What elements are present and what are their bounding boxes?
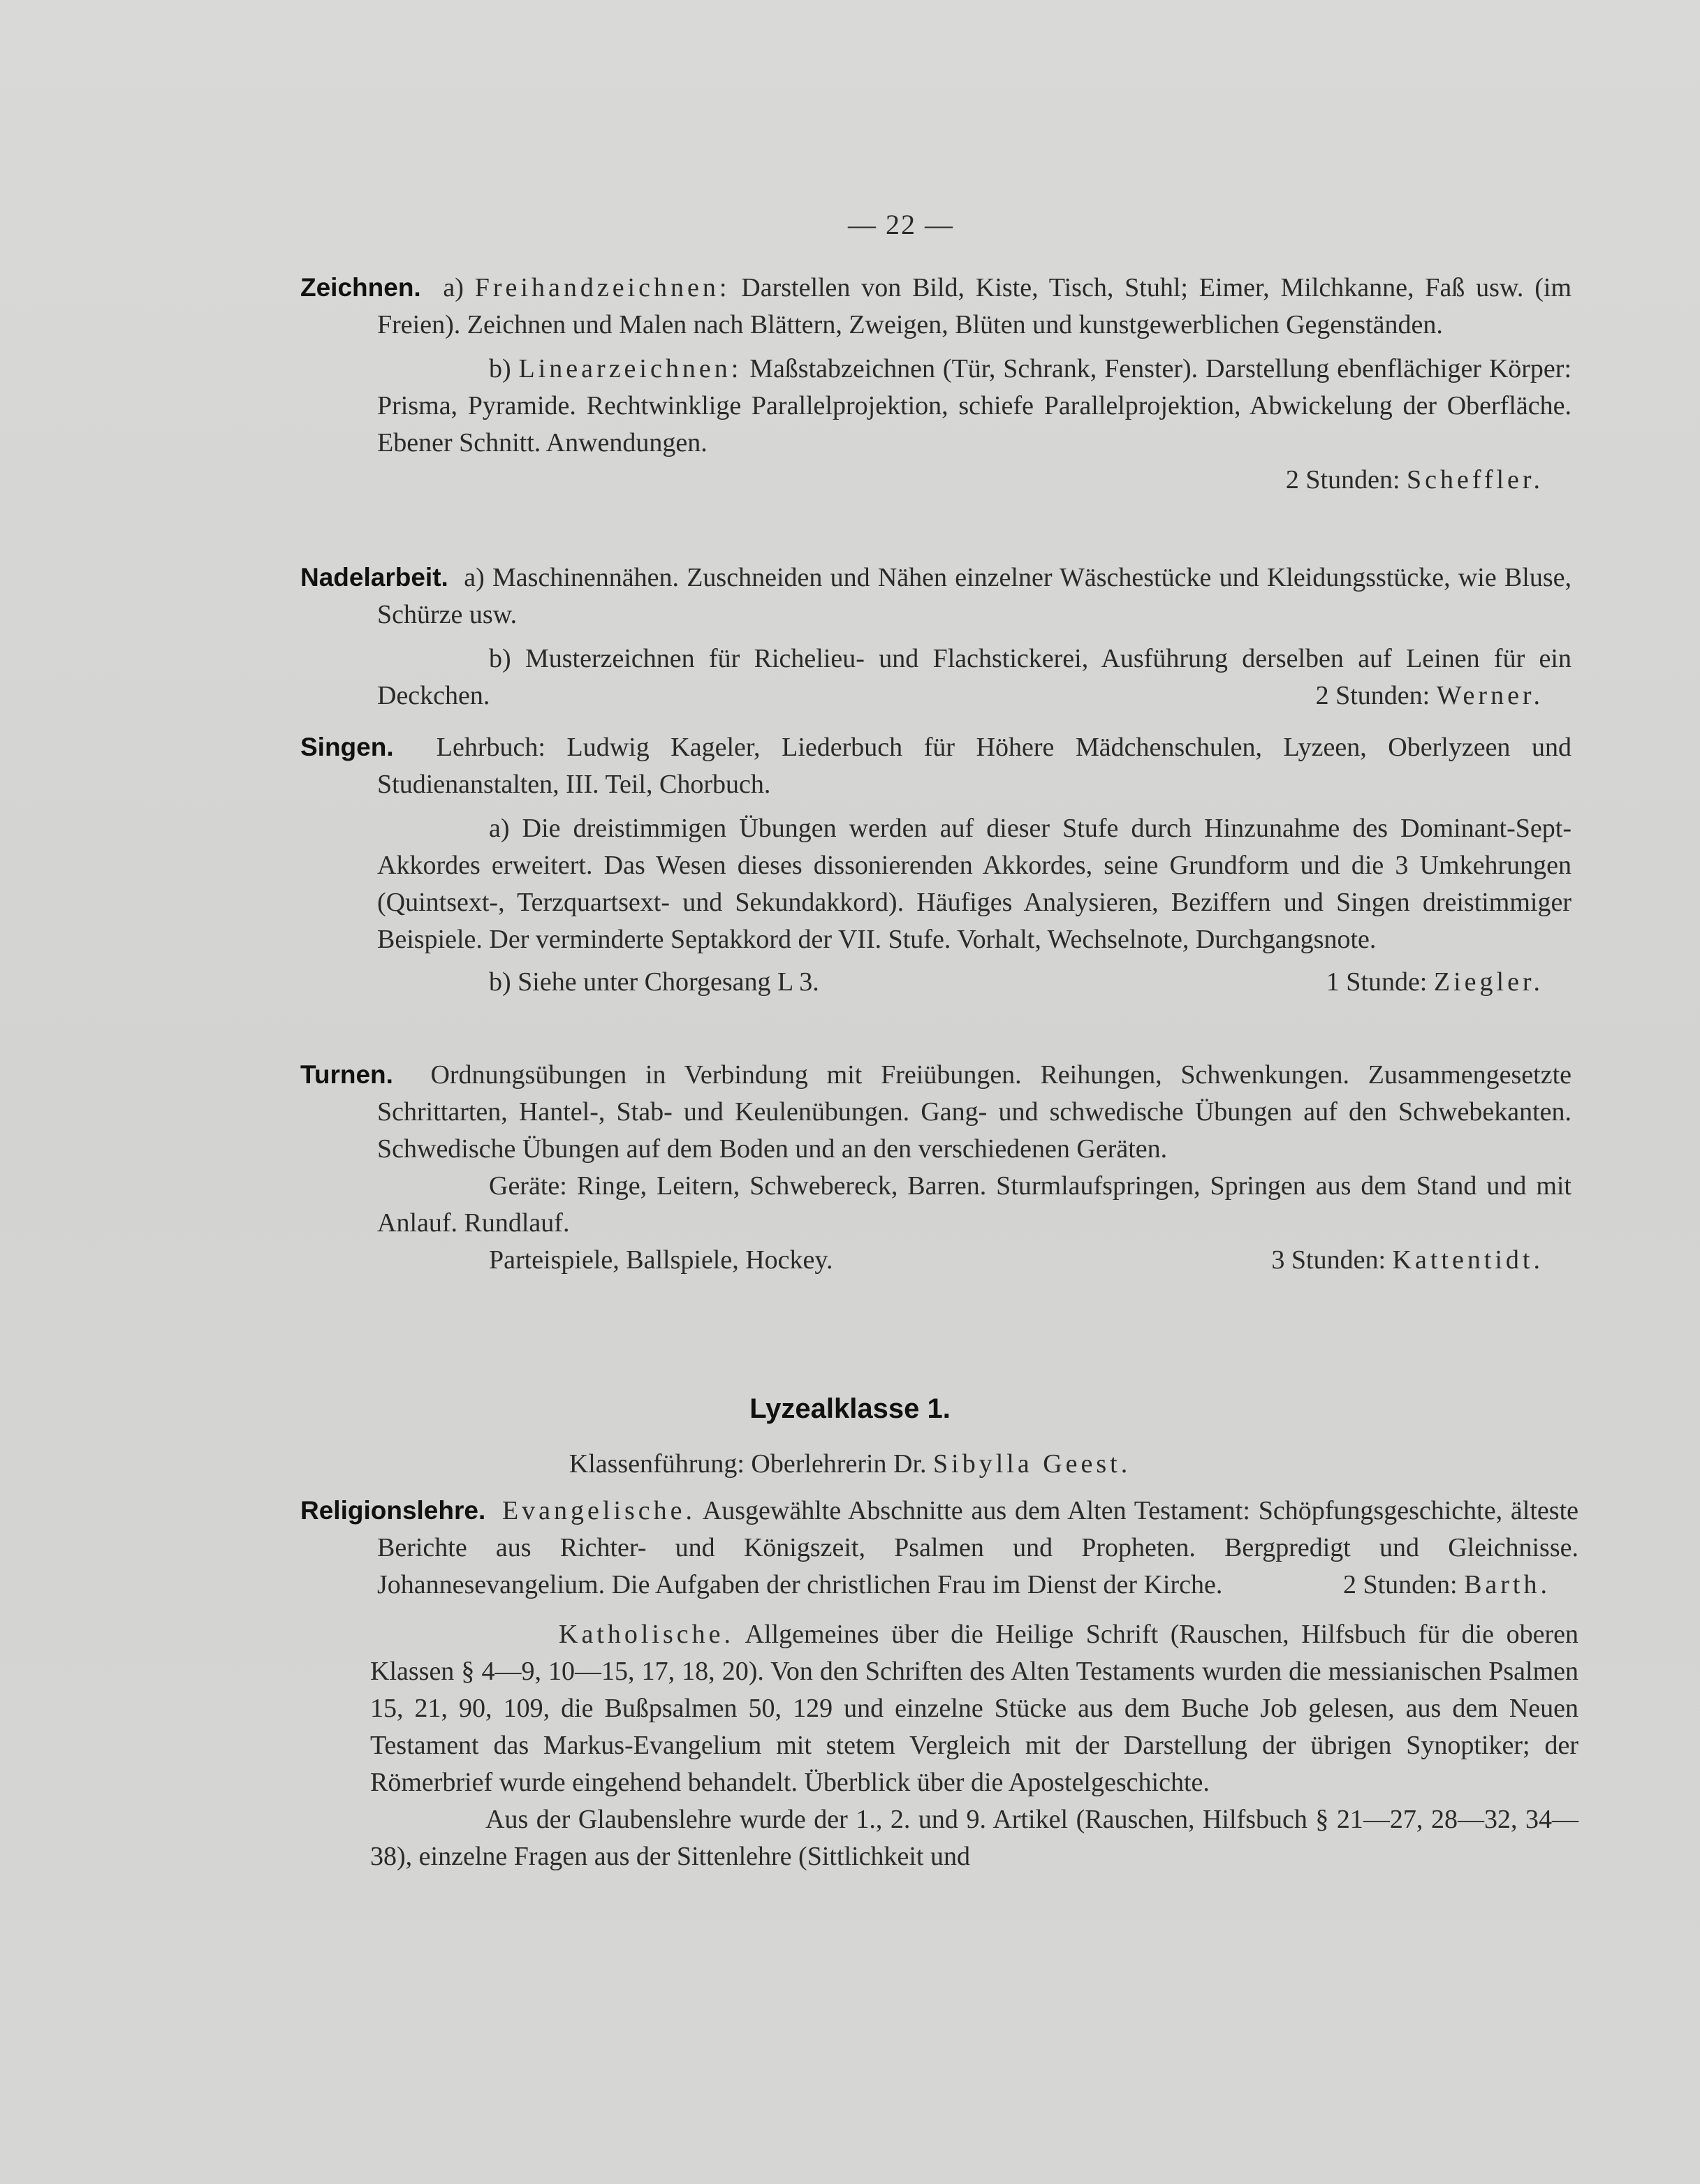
zeichnen-a-subject: Freihandzeichnen: bbox=[474, 273, 731, 302]
singen-hours-group bbox=[1326, 964, 1544, 1001]
turnen-hours-group bbox=[1271, 1242, 1544, 1279]
turnen-paragraph bbox=[300, 1056, 1571, 1168]
turnen-spiele-line bbox=[300, 1242, 1571, 1279]
nadelarbeit-a-text: a) Maschinennähen. Zuschneiden und Nähen einzelner Wäschestücke und Kleidungsstücke, wie Bluse, Schürze usw. bbox=[377, 563, 1571, 629]
zeichnen-teacher: Scheffler. bbox=[1407, 465, 1544, 494]
singen-teacher: Ziegler. bbox=[1433, 967, 1544, 997]
turnen-geraete-paragraph bbox=[300, 1168, 1571, 1242]
singen-heading: Singen. bbox=[300, 733, 394, 761]
turnen-teacher: Kattentidt. bbox=[1392, 1245, 1544, 1275]
zeichnen-a-paragraph bbox=[300, 269, 1571, 344]
religion-kath-label: Katholische. bbox=[559, 1620, 735, 1649]
zeichnen-a-text: Darstellen von Bild, Kiste, Tisch, Stuhl; Eimer, Milchkanne, Faß usw. (im Freien). Zeichnen und Malen nach Blättern, Zweigen, Blüten und kunstgewerblichen Gegenständen. bbox=[377, 273, 1572, 339]
turnen-text: Ordnungsübungen in Verbindung mit Freiübungen. Reihungen, Schwenkungen. Zusammengesetzte Schrittarten, Hantel-, Stab- und Keulenübungen. Gang- und schwedische Übungen auf den Schwebekanten. Schwedische Übungen auf dem Boden und an den verschiedenen Geräten. bbox=[377, 1060, 1571, 1164]
singen-intro: Lehrbuch: Ludwig Kageler, Liederbuch für Höhere Mädchenschulen, Lyzeen, Oberlyzeen und Studienanstalten, III. Teil, Chorbuch. bbox=[377, 733, 1572, 799]
class-title: Lyzealklasse 1. bbox=[749, 1393, 951, 1424]
religion-heading: Religionslehre. bbox=[300, 1496, 486, 1525]
section-nadelarbeit bbox=[300, 559, 1571, 714]
turnen-heading: Turnen. bbox=[300, 1060, 393, 1089]
turnen-hours: 3 Stunden: bbox=[1271, 1245, 1386, 1275]
class-lead-line bbox=[0, 1449, 1700, 1479]
religion-glaubens-paragraph bbox=[300, 1801, 1578, 1875]
section-turnen bbox=[300, 1056, 1571, 1279]
religion-glaubens-text: Aus der Glaubenslehre wurde der 1., 2. und 9. Artikel (Rauschen, Hilfsbuch § 21—27, 28—32, 34—38), einzelne Fragen aus der Sittenlehre (Sittlichkeit und bbox=[370, 1805, 1578, 1871]
nadelarbeit-a-paragraph bbox=[300, 559, 1571, 633]
religion-ev-text: Ausgewählte Abschnitte aus dem Alten Testament: Schöpfungsgeschichte, älteste Berichte aus Richter- und Königszeit, Psalmen und Propheten. Bergpredigt und Gleichnisse. Johannesevangelium. Die Aufgaben der christlichen Frau im Dienst der Kirche. bbox=[377, 1496, 1578, 1599]
zeichnen-b-label: b) bbox=[489, 354, 511, 383]
religion-kath-paragraph bbox=[300, 1616, 1578, 1801]
nadelarbeit-teacher: Werner. bbox=[1436, 681, 1544, 710]
zeichnen-b-paragraph bbox=[300, 351, 1571, 462]
section-singen bbox=[300, 728, 1571, 1001]
nadelarbeit-hours-line bbox=[300, 677, 1571, 714]
singen-a-paragraph bbox=[300, 810, 1571, 958]
religion-ev-teacher: Barth. bbox=[1464, 1570, 1551, 1599]
section-religion bbox=[300, 1492, 1578, 1875]
singen-a-text: a) Die dreistimmigen Übungen werden auf dieser Stufe durch Hinzunahme des Dominant-Sept-Akkordes erweitert. Das Wesen dieses dissonierenden Akkordes, seine Grundform und die 3 Umkehrungen (Quintsext-, Terzquartsext- und Sekundakkord). Häufiges Analysieren, Beziffern und Singen dreistimmiger Beispiele. Der verminderte Septakkord der VII. Stufe. Vorhalt, Wechselnote, Durchgangsnote. bbox=[377, 814, 1571, 954]
zeichnen-hours: 2 Stunden: bbox=[1285, 465, 1400, 494]
nadelarbeit-b-text: b) Musterzeichnen für Richelieu- und Flachstickerei, Ausführung derselben auf Leinen für ein Deckchen. bbox=[377, 644, 1571, 710]
nadelarbeit-heading: Nadelarbeit. bbox=[300, 563, 448, 592]
turnen-geraete: Geräte: Ringe, Leitern, Schwebereck, Barren. Sturmlaufspringen, Springen aus dem Stand und mit Anlauf. Rundlauf. bbox=[377, 1171, 1571, 1238]
religion-ev-label: Evangelische. bbox=[501, 1496, 696, 1525]
zeichnen-hours-line bbox=[300, 462, 1571, 499]
religion-kath-text: Allgemeines über die Heilige Schrift (Rauschen, Hilfsbuch für die oberen Klassen § 4—9, 10—15, 17, 18, 20). Von den Schriften des Alten Testaments wurden die messianischen Psalmen 15, 21, 90, 109, die Bußpsalmen 50, 129 und einzelne Stücke aus dem Buche Job gelesen, aus dem Neuen Testament das Markus-Evangelium mit stetem Vergleich mit der Darstellung der übrigen Synoptiker; der Römerbrief wurde eingehend behandelt. Überblick über die Apostelgeschichte. bbox=[370, 1620, 1578, 1797]
class-lead-name: Sibylla Geest. bbox=[933, 1449, 1131, 1479]
nadelarbeit-hours: 2 Stunden: bbox=[1315, 681, 1430, 710]
turnen-spiele: Parteispiele, Ballspiele, Hockey. bbox=[489, 1245, 833, 1275]
class-lead-label: Klassenführung: Oberlehrerin Dr. bbox=[569, 1449, 927, 1479]
page-number: — 22 — bbox=[848, 209, 954, 240]
singen-b-line bbox=[300, 964, 1571, 1001]
zeichnen-b-text: Maßstabzeichnen (Tür, Schrank, Fenster). Darstellung ebenflächiger Körper: Prisma, Pyramide. Rechtwinklige Parallelprojektion, schiefe Parallelprojektion, Abwickelung der Oberfläche. Ebener Schnitt. Anwendungen. bbox=[377, 354, 1572, 457]
zeichnen-b-subject: Linearzeichnen: bbox=[518, 354, 742, 383]
section-zeichnen bbox=[300, 269, 1571, 499]
singen-b-text: b) Siehe unter Chorgesang L 3. bbox=[489, 967, 819, 997]
zeichnen-a-label: a) bbox=[443, 273, 464, 302]
singen-hours: 1 Stunde: bbox=[1326, 967, 1428, 997]
zeichnen-heading: Zeichnen. bbox=[300, 273, 421, 302]
singen-intro-paragraph bbox=[300, 728, 1571, 803]
religion-ev-hours: 2 Stunden: bbox=[1342, 1570, 1458, 1599]
